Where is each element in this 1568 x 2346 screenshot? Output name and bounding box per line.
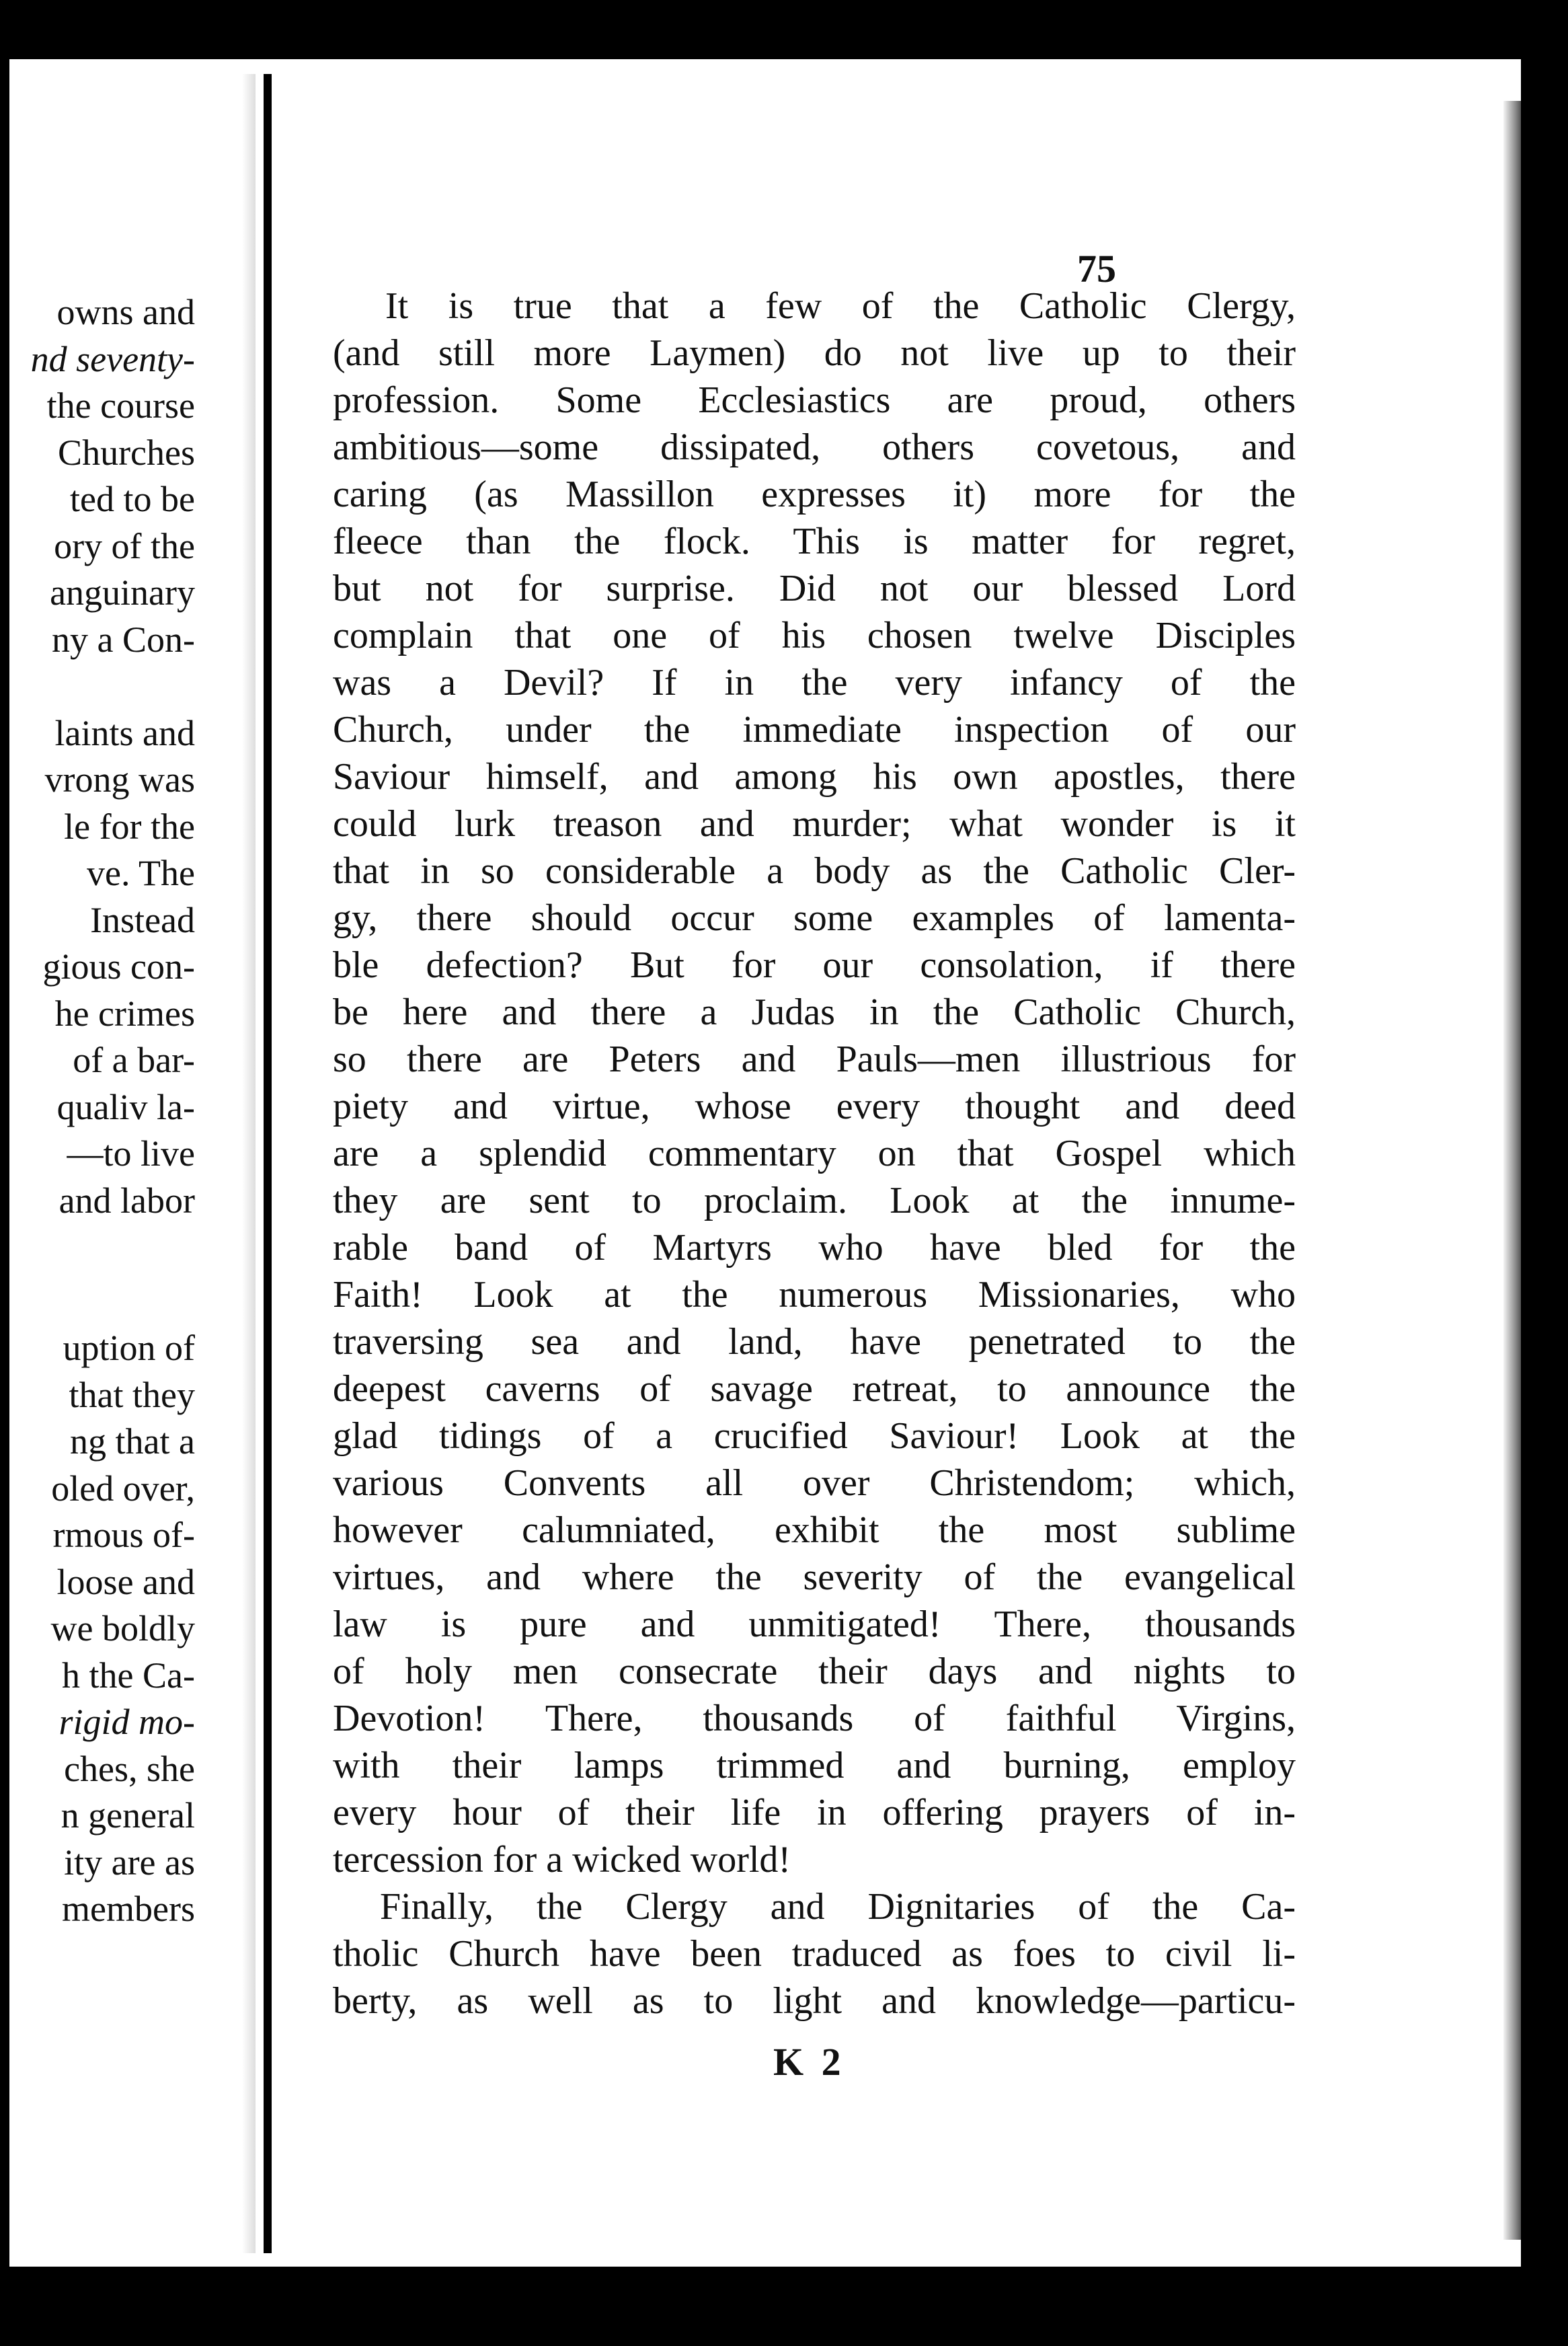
facing-line: oled over, [51,1468,195,1509]
scan-border-bottom [0,2267,1568,2346]
text-line: ble defection? But for our consolation, if there [333,944,1296,986]
text-line: but not for surprise. Did not our blessed Lord [333,568,1296,609]
text-line: gy, there should occur some examples of lamenta- [333,897,1296,939]
gutter-binding-line [264,74,272,2253]
facing-line-blank [31,1224,195,1325]
facing-line: ng that a [70,1421,195,1462]
facing-line: ted to be [70,479,195,519]
facing-line: he crimes [54,993,195,1034]
facing-line: ny a Con- [52,619,195,660]
facing-page-left [9,59,227,2267]
text-line: Devotion! There, thousands of faithful Virgins, [333,1698,1296,1739]
text-line: tholic Church have been traduced as foes to civil li- [333,1933,1296,1975]
text-line: berty, as well as to light and knowledge—particu- [333,1980,1296,2022]
facing-line: vrong was [44,759,195,800]
facing-line: rigid mo- [58,1702,195,1742]
facing-line: we boldly [50,1608,195,1649]
scan-border-right [1521,0,1568,2346]
scan-border-top [0,0,1568,59]
text-line: are a splendid commentary on that Gospel which [333,1133,1296,1174]
text-line: so there are Peters and Pauls—men illustrious for [333,1038,1296,1080]
facing-line: Instead [90,899,195,940]
facing-line: Churches [58,432,195,473]
facing-line: ory of the [54,525,195,566]
text-line: virtues, and where the severity of the evangelical [333,1556,1296,1598]
text-line: be here and there a Judas in the Catholic Church, [333,991,1296,1033]
text-line: ambitious—some dissipated, others covetous, and [333,426,1296,468]
signature-mark: K 2 [773,2040,845,2084]
text-line: piety and virtue, whose every thought and deed [333,1086,1296,1127]
facing-line: of a bar- [73,1040,195,1080]
page-body-text [333,282,1296,2025]
text-line: tercession for a wicked world! [333,1839,791,1881]
text-line: traversing sea and land, have penetrated to the [333,1321,1296,1363]
text-line: that in so considerable a body as the Catholic Cler- [333,850,1296,892]
text-line: Saviour himself, and among his own apostles, there [333,756,1296,798]
facing-page-text [31,289,195,1933]
facing-line: and labor [58,1180,195,1221]
text-line: fleece than the flock. This is matter for regret, [333,521,1296,562]
text-line: (and still more Laymen) do not live up to their [333,332,1296,374]
facing-line: le for the [64,806,195,847]
facing-line: anguinary [50,572,195,613]
text-line: with their lamps trimmed and burning, employ [333,1745,1296,1786]
facing-line: n general [61,1795,195,1836]
text-line: they are sent to proclaim. Look at the innume- [333,1180,1296,1221]
text-line: glad tidings of a crucified Saviour! Look at the [333,1415,1296,1457]
facing-line: h the Ca- [62,1655,195,1696]
facing-line: ve. The [87,853,195,893]
text-line: could lurk treason and murder; what wonder is it [333,803,1296,845]
page-edge-shadow [1503,101,1521,2240]
text-line: was a Devil? If in the very infancy of the [333,662,1296,704]
facing-line: ity are as [64,1842,195,1883]
facing-line: loose and [56,1561,195,1602]
facing-line: the course [46,385,195,426]
facing-line: ches, she [64,1748,195,1789]
text-line: Church, under the immediate inspection of our [333,709,1296,751]
text-line: rable band of Martyrs who have bled for the [333,1227,1296,1269]
facing-line: laints and [54,712,195,753]
facing-line: that they [69,1374,195,1415]
text-line: deepest caverns of savage retreat, to announce the [333,1368,1296,1410]
text-line: law is pure and unmitigated! There, thousands [333,1603,1296,1645]
text-line: Finally, the Clergy and Dignitaries of the Ca- [380,1886,1296,1928]
text-line: It is true that a few of the Catholic Clergy, [385,285,1296,327]
facing-line: nd seventy- [30,338,195,379]
text-line: complain that one of his chosen twelve Disciples [333,615,1296,656]
text-line: however calumniated, exhibit the most sublime [333,1509,1296,1551]
text-line: profession. Some Ecclesiastics are proud, others [333,379,1296,421]
facing-line: rmous of- [52,1515,195,1555]
scan-border-left [0,0,9,2346]
facing-line: owns and [56,292,195,332]
facing-line: members [62,1889,195,1929]
text-line: Faith! Look at the numerous Missionaries, who [333,1274,1296,1316]
gutter-shadow [242,74,256,2253]
facing-line: —to live [67,1133,195,1174]
facing-line: qualiv la- [56,1086,195,1127]
text-line: caring (as Massillon expresses it) more for the [333,474,1296,515]
page-number: 75 [1077,247,1116,291]
facing-line: gious con- [42,946,195,987]
text-line: every hour of their life in offering prayers of in- [333,1792,1296,1833]
facing-line-blank [31,663,195,710]
text-line: of holy men consecrate their days and nights to [333,1651,1296,1692]
facing-line: uption of [63,1328,195,1368]
text-line: various Convents all over Christendom; which, [333,1462,1296,1504]
